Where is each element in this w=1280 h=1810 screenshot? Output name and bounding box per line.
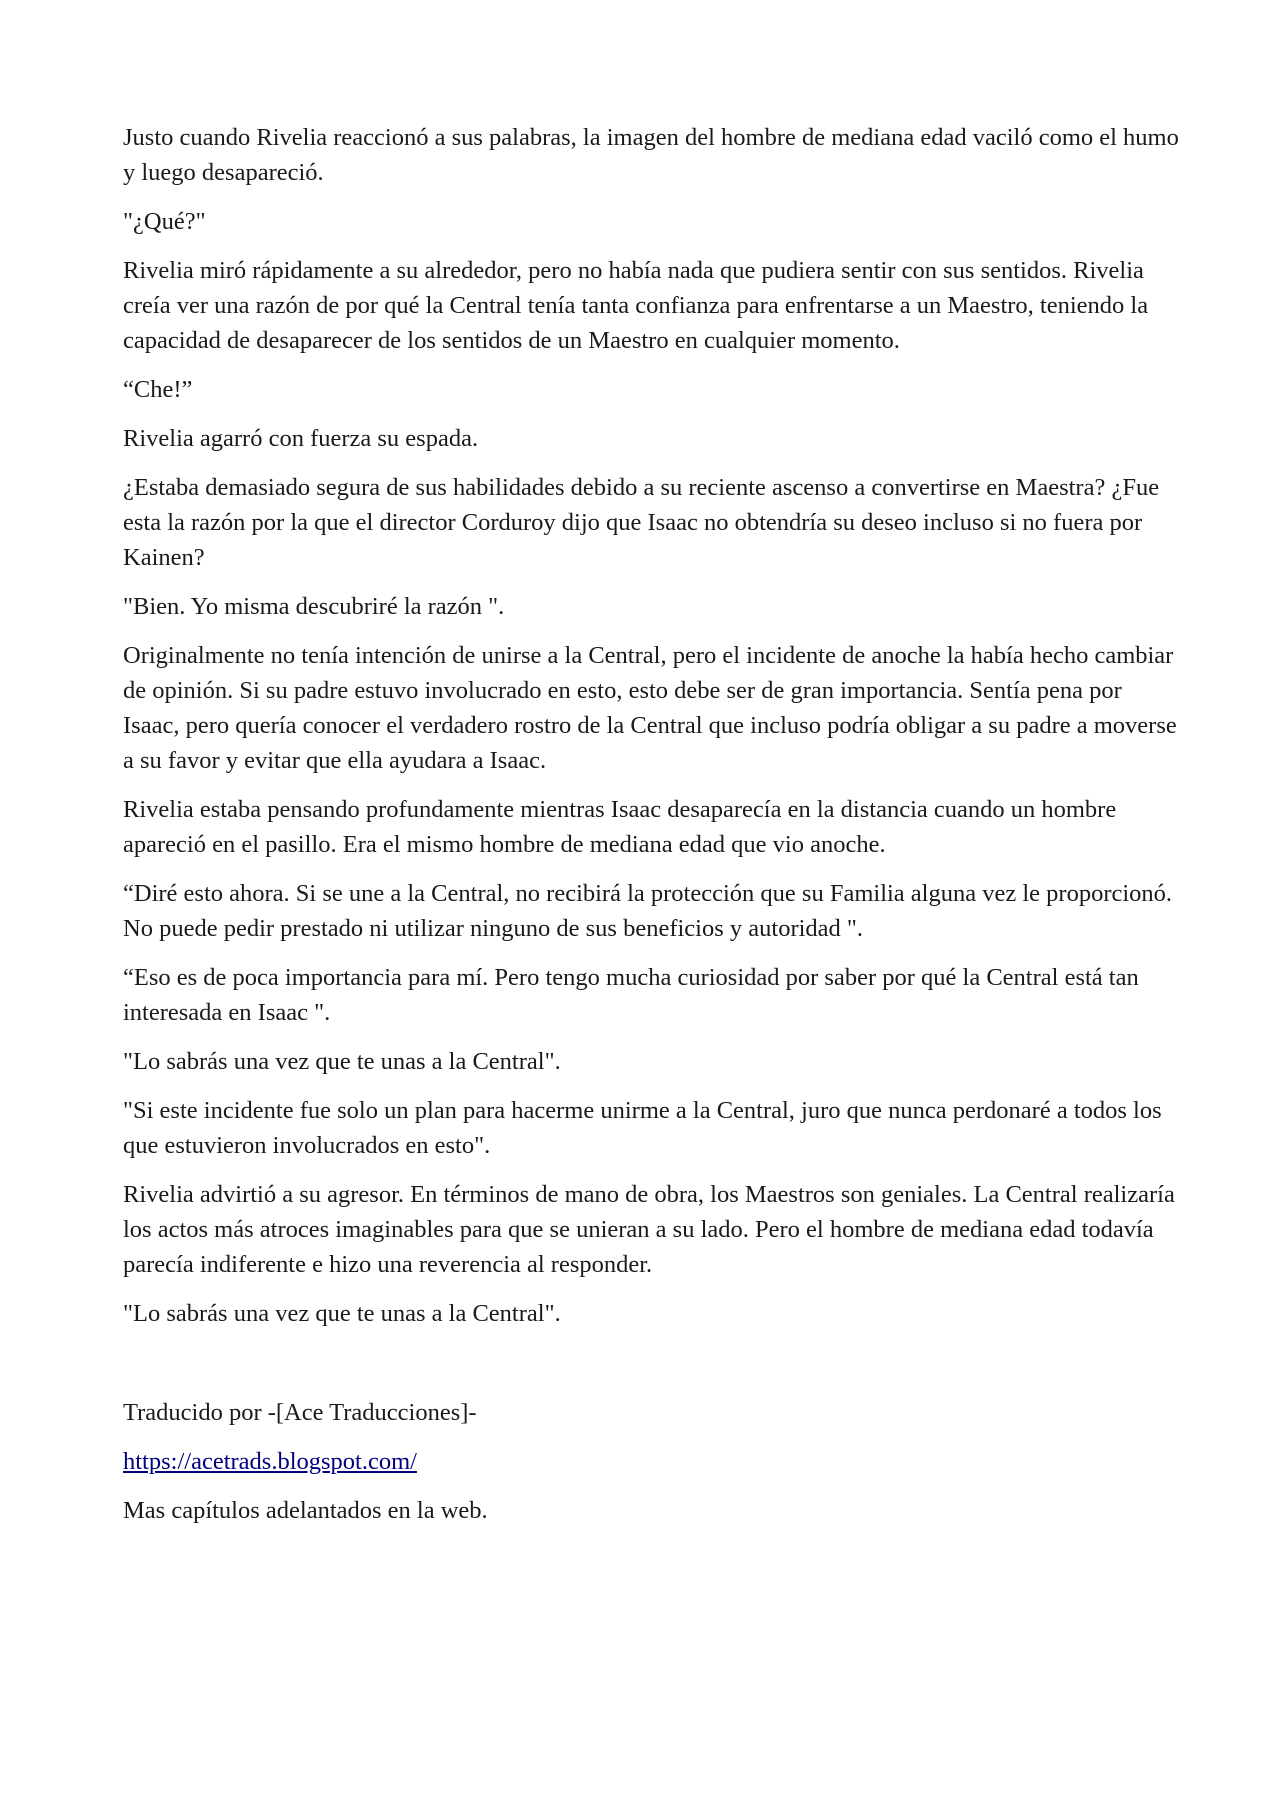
paragraph: “Eso es de poca importancia para mí. Pero tengo mucha curiosidad por saber por qué la Central está tan interesada en Isaac ". <box>123 964 1139 1026</box>
section-spacer <box>123 1345 1183 1395</box>
website-link-line <box>123 1444 1183 1479</box>
paragraph: Originalmente no tenía intención de unirse a la Central, pero el incidente de anoche la había hecho cambiar de opinión. Si su padre estuvo involucrado en esto, esto debe ser de gran importancia. Sentía pena por Isaac, pero quería conocer el verdadero rostro de la Central que incluso podría obligar a su padre a moverse a su favor y evitar que ella ayudara a Isaac. <box>123 642 1177 774</box>
paragraph: "Si este incidente fue solo un plan para hacerme unirme a la Central, juro que nunca perdonaré a todos los que estuvieron involucrados en esto". <box>123 1097 1162 1159</box>
website-link[interactable]: https://acetrads.blogspot.com/ <box>123 1448 417 1475</box>
footer-note: Mas capítulos adelantados en la web. <box>123 1497 488 1524</box>
document-page <box>123 120 1183 1542</box>
paragraph: "Bien. Yo misma descubriré la razón ". <box>123 593 505 620</box>
paragraph: Justo cuando Rivelia reaccionó a sus palabras, la imagen del hombre de mediana edad vaciló como el humo y luego desapareció. <box>123 124 1179 186</box>
paragraph: “Diré esto ahora. Si se une a la Central, no recibirá la protección que su Familia alguna vez le proporcionó. No puede pedir prestado ni utilizar ninguno de sus beneficios y autoridad ". <box>123 880 1173 942</box>
paragraph: Rivelia agarró con fuerza su espada. <box>123 425 479 452</box>
paragraph: "¿Qué?" <box>123 208 206 235</box>
paragraph: Rivelia estaba pensando profundamente mientras Isaac desaparecía en la distancia cuando un hombre apareció en el pasillo. Era el mismo hombre de mediana edad que vio anoche. <box>123 796 1117 858</box>
paragraph: "Lo sabrás una vez que te unas a la Central". <box>123 1048 561 1075</box>
paragraph: Rivelia miró rápidamente a su alrededor, pero no había nada que pudiera sentir con sus sentidos. Rivelia creía ver una razón de por qué la Central tenía tanta confianza para enfrentarse a un Maestro, teniendo la capacidad de desaparecer de los sentidos de un Maestro en cualquier momento. <box>123 257 1149 354</box>
paragraph: Rivelia advirtió a su agresor. En términos de mano de obra, los Maestros son geniales. La Central realizaría los actos más atroces imaginables para que se unieran a su lado. Pero el hombre de mediana edad todavía parecía indiferente e hizo una reverencia al responder. <box>123 1181 1175 1278</box>
paragraph: “Che!” <box>123 376 193 403</box>
translator-credit: Traducido por -[Ace Traducciones]- <box>123 1399 477 1426</box>
paragraph: "Lo sabrás una vez que te unas a la Central". <box>123 1300 561 1327</box>
paragraph: ¿Estaba demasiado segura de sus habilidades debido a su reciente ascenso a convertirse en Maestra? ¿Fue esta la razón por la que el director Corduroy dijo que Isaac no obtendría su deseo incluso si no fuera por Kainen? <box>123 474 1160 571</box>
